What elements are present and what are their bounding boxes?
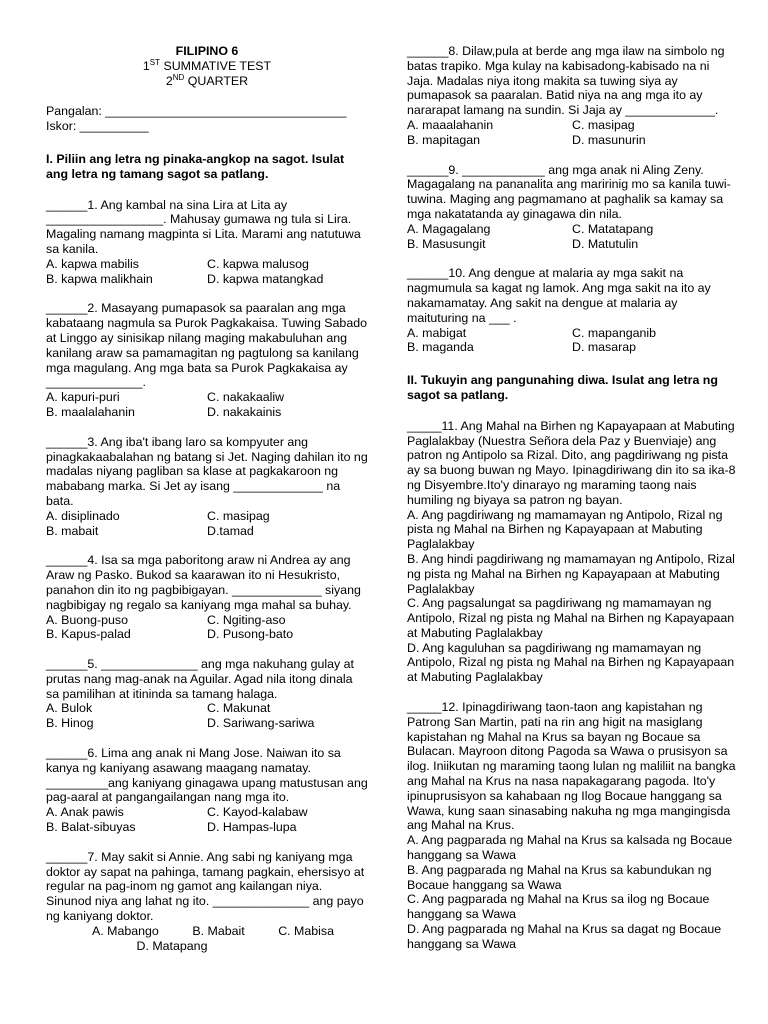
choice-d: D. Pusong-bato [207,627,294,642]
choice-b: B. Balat-sibuyas [46,820,136,835]
choice-b: B. Hinog [46,716,94,731]
question-text: ______6. Lima ang anak ni Mang Jose. Naiwan ito sa kanya ng kaniyang asawang maagang namatay. _________ang kaniyang ginagawa upang matustusan ang pag-aaral at pangangailangan nang mga ito. [46,746,368,805]
choice-c: C. Ang pagparada ng Mahal na Krus sa ilog ng Bocaue hanggang sa Wawa [407,892,710,922]
choice-c: C. masipag [207,508,270,523]
question-text: ______2. Masayang pumapasok sa paaralan ang mga kabataang nagmula sa Purok Pagkakaisa. Tuwing Sabado at Linggo ay sinisikap nilang maging makabuluhan ang kanilang araw sa pamamagitan ng pagtulong sa kanilang mga magulang. Ang mga bata sa Purok Pagkakaisa ay ______________. [46,301,367,390]
subject-title: FILIPINO 6 [175,44,239,58]
question-text: ______10. Ang dengue at malaria ay mga sakit na nagmumula sa kagat ng lamok. Ang mga sakit na ito ay nakamamatay. Ang sakit na dengue at malaria ay maituturing na ___ . [407,266,711,325]
choice-d: D. Ang kaguluhan sa pagdiriwang ng mamamayan ng Antipolo, Rizal ng pista ng Mahal na Birhen ng Kapayapaan at Mabuting Paglalakbay [407,640,735,685]
quarter-number: 2 [165,73,173,88]
choice-d: D. kapwa matangkad [207,271,324,286]
choice-a: A. Mabango [92,923,159,938]
test-header [46,44,368,88]
test-number: 1 [142,58,150,73]
test-ordinal: ST [149,57,161,67]
choice-b: B. Ang pagparada ng Mahal na Krus sa kabundukan ng Bocaue hanggang sa Wawa [407,862,712,892]
choice-b: B. maganda [407,340,474,355]
question-text: ______3. Ang iba't ibang laro sa kompyuter ang pinagkakaabalahan ng batang si Jet. Naging dahilan ito ng madalas niyang pagliban sa klase at pagkakaroon ng mababang marka. Si Jet ay isang _____________ na bata. [46,434,368,508]
quarter-title [46,74,368,89]
choices [46,509,368,539]
choices [46,924,368,939]
question-11 [407,419,737,685]
choice-c: C. Makunat [207,701,271,716]
choices [407,118,737,148]
test-title [46,59,368,74]
choice-d: D. masunurin [572,132,646,147]
choice-a: A. kapuri-puri [46,390,120,405]
question-text: ______9. ____________ ang mga anak ni Aling Zeny. Magagalang na pananalita ang maririnig mo sa kanila tuwi-tuwina. Maging ang pagmamano at paghalik sa kamay sa mga nakatatanda ay ginagawa din nila. [407,162,731,221]
choice-c: C. Ngiting-aso [207,612,286,627]
question-4 [46,553,368,642]
choice-a: A. Ang pagdiriwang ng mamamayan ng Antipolo, Rizal ng pista ng Mahal na Birhen ng Kapayapaan at Mabuting Paglalakbay [407,507,723,552]
section-1-instructions: I. Piliin ang letra ng pinaka-angkop na sagot. Isulat ang letra ng tamang sagot sa patlang. [46,151,345,181]
choice-c: C. Kayod-kalabaw [207,805,308,820]
choice-d: D. Matutulin [572,236,639,251]
choice-a: A. disiplinado [46,508,120,523]
choice-a: A. Ang pagparada ng Mahal na Krus sa kalsada ng Bocaue hanggang sa Wawa [407,833,733,863]
question-text: ______4. Isa sa mga paboritong araw ni Andrea ay ang Araw ng Pasko. Bukod sa kaarawan ito ni Hesukristo, panahon din ito ng pagbibigayan. _____________ siyang nagbibigay ng regalo sa kaniyang mga mahal sa buhay. [46,553,361,612]
question-3 [46,435,368,539]
question-10 [407,266,737,355]
quarter-ordinal: ND [172,72,185,82]
test-label: SUMMATIVE TEST [160,58,272,73]
choice-c: C. masipag [572,117,635,132]
choice-d: D. nakakainis [207,404,282,419]
choice-b: B. Masusungit [407,236,486,251]
question-5 [46,657,368,731]
choice-d: D.tamad [207,523,254,538]
right-column [407,44,737,967]
question-9 [407,163,737,252]
choice-c: C. Matatapang [572,221,654,236]
left-column [46,0,368,968]
name-field[interactable]: Pangalan: ___________________________________ [46,104,347,119]
score-field[interactable]: Iskor: __________ [46,119,149,134]
choice-a: A. Anak pawis [46,805,124,820]
choice-c: C. Ang pagsalungat sa pagdiriwang ng mamamayan ng Antipolo, Rizal ng pista ng Mahal na Birhen ng Kapayapaan at Mabuting Paglalakbay [407,596,735,640]
choices [407,222,737,252]
question-8 [407,44,737,148]
choice-b: B. maalalahanin [46,404,135,419]
quarter-label: QUARTER [184,73,249,88]
choice-c: C. mapanganib [572,325,657,340]
question-2 [46,301,368,419]
choice-c: C. kapwa malusog [207,256,309,271]
question-text: _____12. Ipinagdiriwang taon-taon ang kapistahan ng Patrong San Martin, pati na rin ang higit na masiglang kapistahan ng Mahal na Krus sa bayan ng Bocaue sa Bulacan. Mayroon ditong Pagoda sa Wawa o prusisyon sa ilog. Iniikutan ng maraming taong lulan ng maliliit na bangka ang Mahal na Krus na nasa napakagarang pagoda. Ito'y ipinuprusisyon sa kahabaan ng Ilog Bocaue hanggang sa Wawa, kung saan sinasabing nakuha ng mga mangingisda ang Mahal na Krus. [407,700,736,833]
choice-b: B. Ang hindi pagdiriwang ng mamamayan ng Antipolo, Rizal ng pista ng Mahal na Birhen ng Kapayapaan at Mabuting Paglalakbay [407,551,735,596]
choice-d: D. Matapang [136,938,208,953]
question-1 [46,198,368,287]
choice-a: A. kapwa mabilis [46,256,139,271]
choices [407,326,737,356]
choices [46,701,368,731]
question-12 [407,700,737,952]
question-7 [46,850,368,954]
section-2-instructions: II. Tukuyin ang pangunahing diwa. Isulat ang letra ng sagot sa patlang. [407,373,718,402]
question-text: ______8. Dilaw,pula at berde ang mga ilaw na simbolo ng batas trapiko. Mga kulay na kabisadong-kabisado na ni Jaja. Madalas niya itong makita sa tuwing siya ay pumapasok sa paaralan. Batid niya na ang mga ito ay nararapat lamang na sundin. Si Jaja ay _____________. [407,44,725,118]
choices [46,390,368,420]
question-6 [46,746,368,835]
choice-d: D. Ang pagparada ng Mahal na Krus sa dagat ng Bocaue hanggang sa Wawa [407,922,722,951]
choice-a: A. Magagalang [407,221,491,236]
choice-b: B. Kapus-palad [46,627,131,642]
choice-c: C. Mabisa [278,923,334,938]
choice-b: B. mapitagan [407,132,481,147]
choice-d: D. masarap [572,340,637,355]
question-text: ______7. May sakit si Annie. Ang sabi ng kaniyang mga doktor ay sapat na pahinga, tamang pagkain, ehersisyo at regular na pag-inom ng gamot ang kailangan niya. Sinunod niya ang lahat ng ito. ______________ ang payo ng kaniyang doktor. [46,849,365,924]
choices [46,613,368,643]
choices [46,257,368,287]
choice-a: A. mabigat [407,325,467,340]
choice-b: B. mabait [46,523,99,538]
choice-a: A. maaalahanin [407,117,494,132]
question-text: ______5. ______________ ang mga nakuhang gulay at prutas nang mag-anak na Aguilar. Agad nila itong dinala sa pamilihan at itininda sa tamang halaga. [46,657,354,701]
choice-c: C. nakakaaliw [207,390,285,405]
choice-d: D. Sariwang-sariwa [207,716,315,731]
choice-a: A. Buong-puso [46,612,128,627]
choice-b: B. Mabait [192,923,245,938]
choices [46,805,368,835]
question-text: ______1. Ang kambal na sina Lira at Lita ay _________________. Mahusay gumawa ng tula si Lira. Magaling namang magpinta si Lita. Marami ang natutuwa sa kanila. [46,197,361,256]
choice-a: A. Bulok [46,701,93,716]
choice-d: D. Hampas-lupa [207,820,297,835]
choice-d-row [46,939,298,954]
choice-b: B. kapwa malikhain [46,271,153,286]
question-text: _____11. Ang Mahal na Birhen ng Kapayapaan at Mabuting Paglalakbay (Nuestra Señora dela Paz y Buenviaje) ang patron ng Antipolo sa Rizal. Dito, ang pagdiriwang ng pista ay sa buong buwan ng Mayo. Ipinagdiriwang din ito sa ika-8 ng Disyembre.Ito'y dinarayo ng maraming taong nais humiling ng biyaya sa patron ng bayan. [407,418,736,507]
